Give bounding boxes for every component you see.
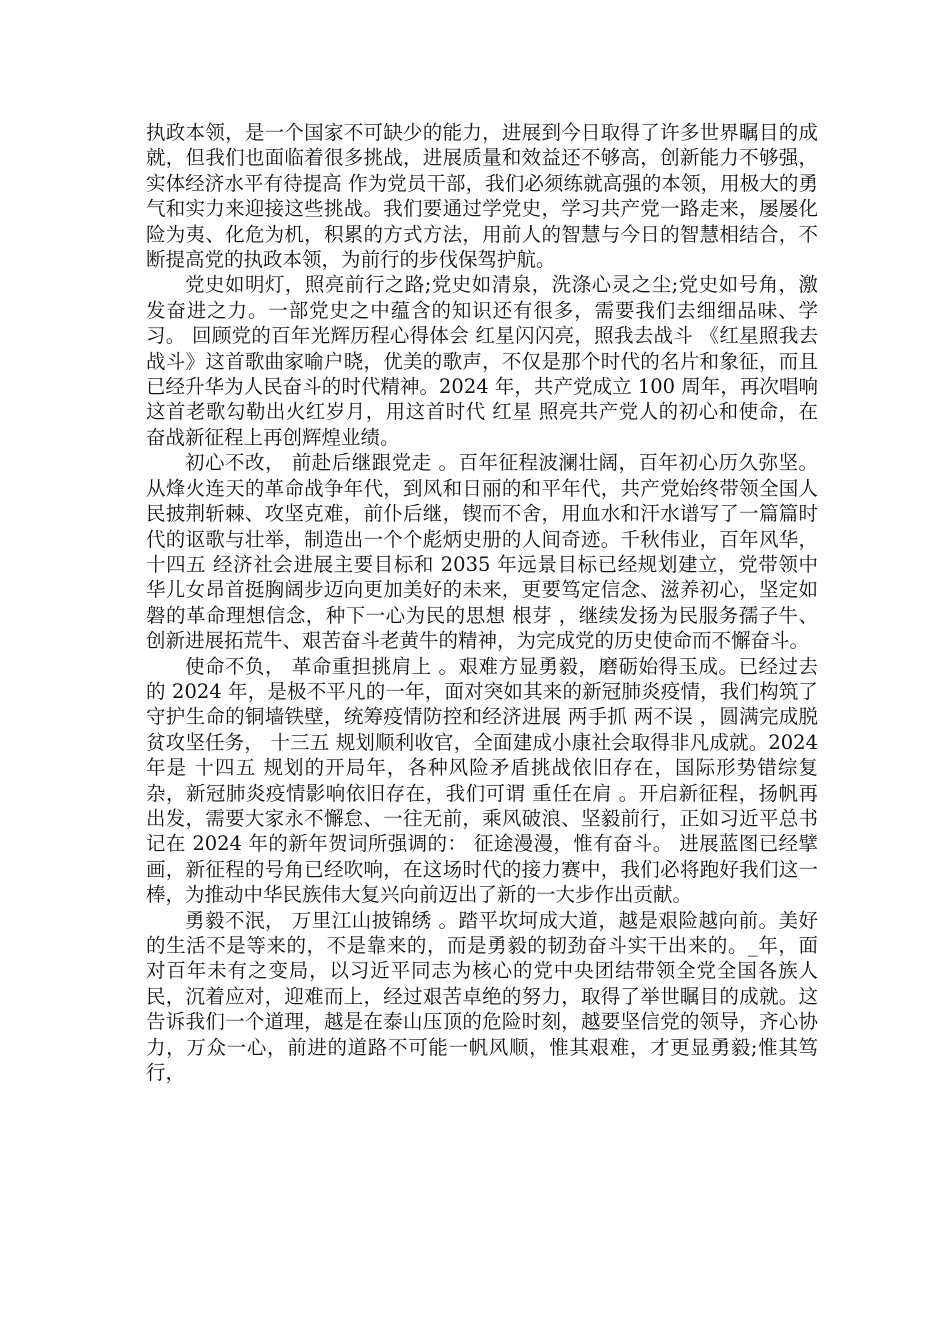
paragraph-3: 初心不改， 前赴后继跟党走 。百年征程波澜壮阔，百年初心历久弥坚。从烽火连天的革命战争年代，到风和日丽的和平年代，共产党始终带领全国人民披荆斩棘、攻坚克难，前仆后继，锲而不舍，用血水和汗水谱写了一篇篇时代的讴歌与壮举，制造出一个个彪炳史册的人间奇迹。千秋伟业，百年风华， 十四五 经济社会进展主要目标和 2035 年远景目标已经规划建立，党带领中华儿女昂首挺胸阔步迈向更加美好的未来，更要笃定信念、滋养初心，坚定如磐的革命理想信念，种下一心为民的思想 根芽 ，继续发扬为民服务孺子牛、创新进展拓荒牛、艰苦奋斗老黄牛的精神，为完成党的历史使命而不懈奋斗。 <box>146 451 818 653</box>
paragraph-1: 执政本领，是一个国家不可缺少的能力，进展到今日取得了许多世界瞩目的成就，但我们也面临着很多挑战，进展质量和效益还不够高，创新能力不够强，实体经济水平有待提高 作为党员干部，我们必须练就高强的本领，用极大的勇气和实力来迎接这些挑战。我们要通过学党史，学习共产党一路走来，屡屡化险为夷、化危为机，积累的方式方法，用前人的智慧与今日的智慧相结合，不断提高党的执政本领，为前行的步伐保驾护航。 <box>146 121 818 272</box>
paragraph-4: 使命不负， 革命重担挑肩上 。艰难方显勇毅，磨砺始得玉成。已经过去的 2024 年，是极不平凡的一年，面对突如其来的新冠肺炎疫情，我们构筑了守护生命的铜墙铁壁，统筹疫情防控和经济进展 两手抓 两不误 ，圆满完成脱贫攻坚任务， 十三五 规划顺利收官，全面建成小康社会取得非凡成就。2024 年是 十四五 规划的开局年，各种风险矛盾挑战依旧存在，国际形势错综复杂，新冠肺炎疫情影响依旧存在，我们可谓 重任在肩 。开启新征程，扬帆再出发，需要大家永不懈怠、一往无前，乘风破浪、坚毅前行，正如习近平总书记在 2024 年的新年贺词所强调的： 征途漫漫，惟有奋斗。 进展蓝图已经擘画，新征程的号角已经吹响，在这场时代的接力赛中，我们必将跑好我们这一棒，为推动中华民族伟大复兴向前迈出了新的一大步作出贡献。 <box>146 654 818 907</box>
document-body <box>146 120 818 1085</box>
paragraph-2: 党史如明灯，照亮前行之路;党史如清泉，洗涤心灵之尘;党史如号角，激发奋进之力。一部党史之中蕴含的知识还有很多，需要我们去细细品味、学习。 回顾党的百年光辉历程心得体会 红星闪闪亮，照我去战斗 《红星照我去战斗》这首歌曲家喻户晓，优美的歌声，不仅是那个时代的名片和象征，而且已经升华为人民奋斗的时代精神。2024 年，共产党成立 100 周年，再次唱响这首老歌勾勒出火红岁月，用这首时代 红星 照亮共产党人的初心和使命，在奋战新征程上再创辉煌业绩。 <box>146 273 818 449</box>
paragraph-5: 勇毅不泯， 万里江山披锦绣 。踏平坎坷成大道，越是艰险越向前。美好的生活不是等来的，不是靠来的，而是勇毅的韧劲奋斗实干出来的。_年，面对百年未有之变局，以习近平同志为核心的党中央团结带领全党全国各族人民，沉着应对，迎难而上，经过艰苦卓绝的努力，取得了举世瞩目的成就。这告诉我们一个道理，越是在泰山压顶的危险时刻，越要坚信党的领导，齐心协力，万众一心，前进的道路不可能一帆风顺，惟其艰难，才更显勇毅;惟其笃行， <box>146 908 818 1085</box>
